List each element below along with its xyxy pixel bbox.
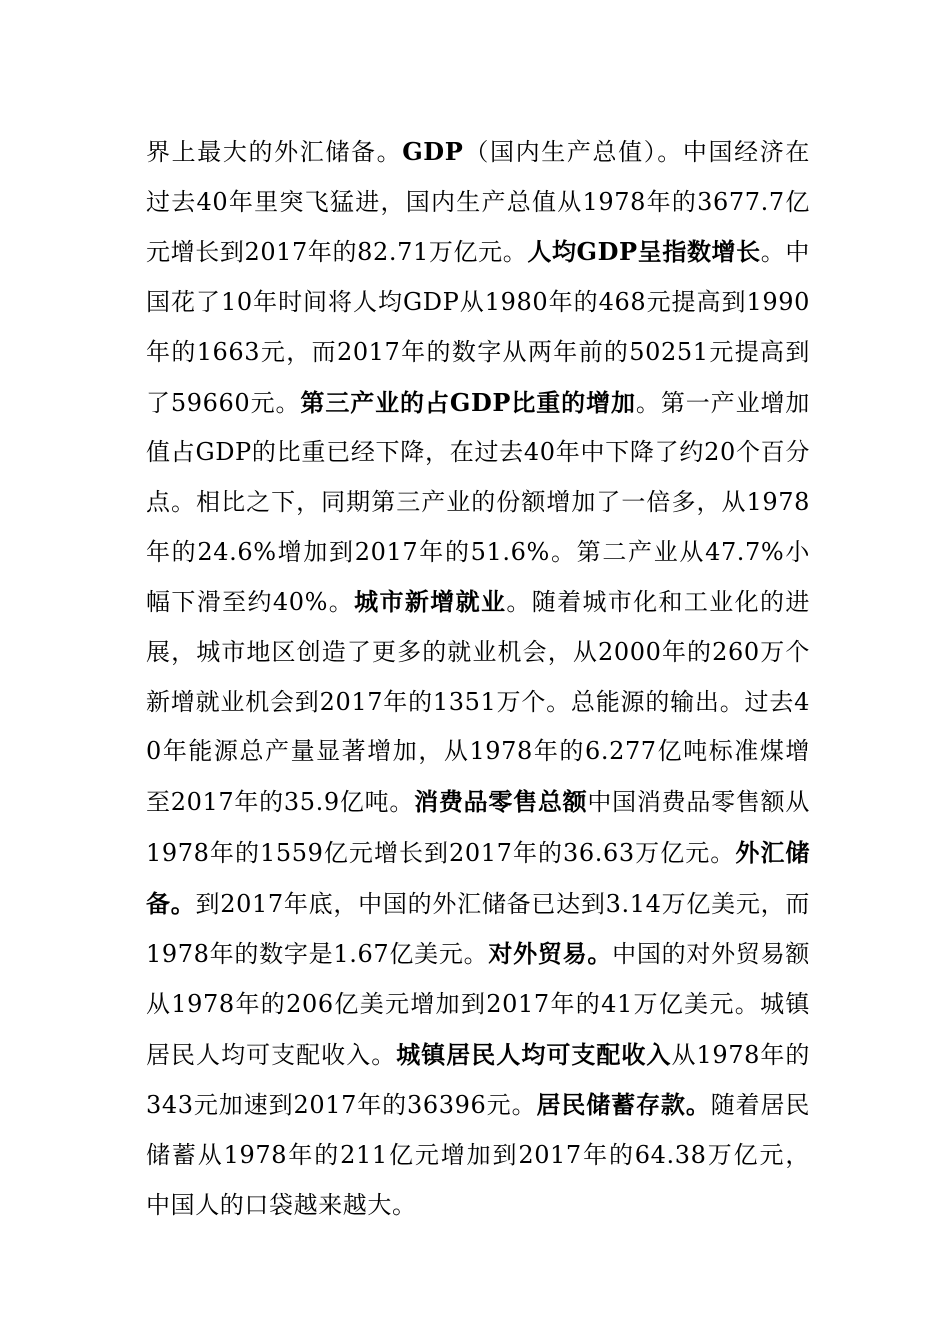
bold-text-run: 第三产业的占GDP比重的增加: [300, 387, 636, 417]
bold-text-run: 外汇储备。: [146, 837, 810, 918]
bold-text-run: 城市新增就业: [354, 587, 507, 617]
text-run: 界上最大的外汇储备。: [146, 138, 403, 166]
bold-text-run: 人均GDP呈指数增长: [527, 237, 761, 267]
text-run: 到2017年底，中国的外汇储备已达到3.14万亿美元，而1978年的数字是1.67亿美元。: [146, 889, 810, 969]
body-paragraph: [146, 127, 810, 1230]
bold-text-run: GDP: [402, 137, 464, 166]
bold-text-run: 居民储蓄存款。: [536, 1090, 711, 1120]
text-run: （国内生产总值）。中国经济在过去40年里突飞猛进，国内生产总值从1978年的3677.7亿元增长到2017年的82.71万亿元。: [146, 138, 810, 267]
text-run: 从1978年的343元加速到2017年的36396元。: [146, 1040, 810, 1120]
bold-text-run: 消费品零售总额: [414, 787, 588, 817]
text-run: 中国消费品零售额从1978年的1559亿元增长到2017年的36.63万亿元。: [146, 788, 810, 867]
bold-text-run: 对外贸易。: [488, 939, 613, 969]
text-run: 。第一产业增加值占GDP的比重已经下降，在过去40年中下降了约20个百分点。相比之下，同期第三产业的份额增加了一倍多，从1978年的24.6%增加到2017年的51.6%。第二产业从47.7%小幅下滑至约40%。: [146, 388, 810, 617]
text-run: 。随着城市化和工业化的进展，城市地区创造了更多的就业机会，从2000年的260万个新增就业机会到2017年的1351万个。总能源的输出。过去40年能源总产量显著增加，从1978年的6.277亿吨标准煤增至2017年的35.9亿吨。: [146, 588, 810, 817]
text-run: 。中国花了10年时间将人均GDP从1980年的468元提高到1990年的1663元，而2017年的数字从两年前的50251元提高到了59660元。: [146, 238, 810, 417]
text-run: 中国的对外贸易额从1978年的206亿美元增加到2017年的41万亿美元。城镇居民人均可支配收入。: [146, 940, 810, 1069]
text-run: 随着居民储蓄从1978年的211亿元增加到2017年的64.38万亿元，中国人的口袋越来越大。: [146, 1091, 811, 1219]
bold-text-run: 城镇居民人均可支配收入: [396, 1039, 672, 1069]
